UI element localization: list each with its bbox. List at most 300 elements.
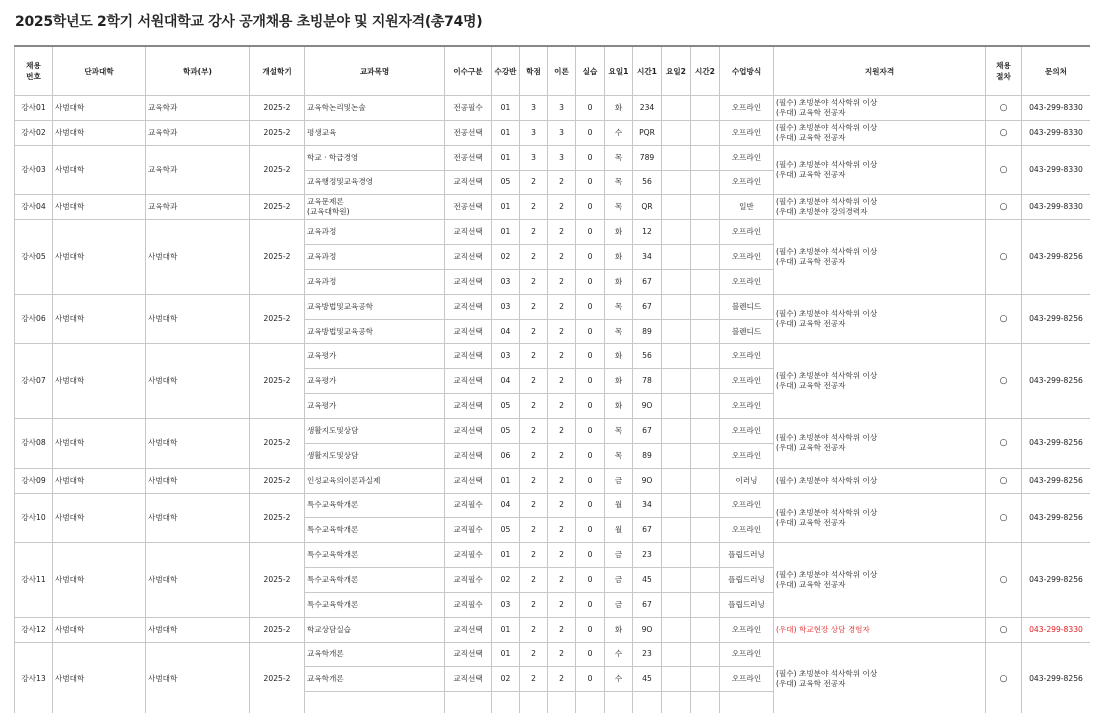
credit-cell: 2 bbox=[520, 170, 548, 195]
process-cell: ○ bbox=[986, 493, 1022, 543]
class-cell: 02 bbox=[492, 245, 520, 270]
theory-cell: 2 bbox=[548, 245, 576, 270]
process-cell: ○ bbox=[986, 195, 1022, 220]
theory-cell: 2 bbox=[548, 468, 576, 493]
credit-cell: 2 bbox=[520, 592, 548, 617]
term-cell: 2025-2 bbox=[250, 617, 305, 642]
table-row bbox=[15, 344, 1091, 369]
term-cell: 2025-2 bbox=[250, 96, 305, 121]
time2-cell bbox=[691, 120, 720, 145]
type-cell: 전공선택 bbox=[445, 195, 492, 220]
recruit-id-cell: 강사12 bbox=[15, 617, 53, 642]
qualification-cell: (필수) 초빙분야 석사학위 이상 (우대) 교육학 전공자 bbox=[774, 220, 986, 295]
theory-cell: 2 bbox=[548, 642, 576, 667]
type-cell: 교직선택 bbox=[445, 667, 492, 692]
course-cell: 교육학논리및논술 bbox=[305, 96, 445, 121]
day2-cell bbox=[662, 294, 691, 319]
college-cell: 사범대학 bbox=[53, 120, 146, 145]
process-cell: ○ bbox=[986, 294, 1022, 344]
method-cell: 오프라인 bbox=[720, 369, 774, 394]
qualification-cell: (필수) 초빙분야 석사학위 이상 (우대) 교육학 전공자 bbox=[774, 96, 986, 121]
time2-cell bbox=[691, 667, 720, 692]
class-cell: 01 bbox=[492, 145, 520, 170]
credit-cell: 2 bbox=[520, 245, 548, 270]
day2-cell bbox=[662, 543, 691, 568]
dept-cell: 사범대학 bbox=[146, 418, 250, 468]
theory-cell bbox=[548, 692, 576, 713]
term-cell: 2025-2 bbox=[250, 468, 305, 493]
term-cell: 2025-2 bbox=[250, 642, 305, 713]
contact-cell: 043-299-8256 bbox=[1022, 543, 1091, 618]
column-header-time2: 시간2 bbox=[691, 46, 720, 96]
practice-cell: 0 bbox=[576, 195, 605, 220]
time2-cell bbox=[691, 418, 720, 443]
process-cell: ○ bbox=[986, 543, 1022, 618]
credit-cell bbox=[520, 692, 548, 713]
type-cell bbox=[445, 692, 492, 713]
practice-cell: 0 bbox=[576, 617, 605, 642]
course-cell: 교육과정 bbox=[305, 220, 445, 245]
time2-cell bbox=[691, 294, 720, 319]
time2-cell bbox=[691, 468, 720, 493]
dept-cell: 교육학과 bbox=[146, 145, 250, 195]
time1-cell: PQR bbox=[633, 120, 662, 145]
class-cell bbox=[492, 692, 520, 713]
day2-cell bbox=[662, 418, 691, 443]
type-cell: 전공선택 bbox=[445, 120, 492, 145]
practice-cell: 0 bbox=[576, 543, 605, 568]
course-cell: 특수교육학개론 bbox=[305, 518, 445, 543]
time1-cell: 789 bbox=[633, 145, 662, 170]
practice-cell: 0 bbox=[576, 245, 605, 270]
class-cell: 01 bbox=[492, 468, 520, 493]
time1-cell: 34 bbox=[633, 493, 662, 518]
theory-cell: 2 bbox=[548, 617, 576, 642]
method-cell: 오프라인 bbox=[720, 443, 774, 468]
practice-cell: 0 bbox=[576, 667, 605, 692]
course-cell: 학교상담실습 bbox=[305, 617, 445, 642]
practice-cell: 0 bbox=[576, 269, 605, 294]
class-cell: 01 bbox=[492, 642, 520, 667]
practice-cell: 0 bbox=[576, 369, 605, 394]
term-cell: 2025-2 bbox=[250, 195, 305, 220]
qualification-cell: (필수) 초빙분야 석사학위 이상 (우대) 교육학 전공자 bbox=[774, 294, 986, 344]
course-cell: 교육평가 bbox=[305, 394, 445, 419]
credit-cell: 2 bbox=[520, 468, 548, 493]
time1-cell: 9O bbox=[633, 468, 662, 493]
credit-cell: 2 bbox=[520, 667, 548, 692]
method-cell: 오프라인 bbox=[720, 120, 774, 145]
practice-cell: 0 bbox=[576, 642, 605, 667]
column-header-process: 채용 절차 bbox=[986, 46, 1022, 96]
day2-cell bbox=[662, 667, 691, 692]
course-cell: 교육과정 bbox=[305, 245, 445, 270]
theory-cell: 2 bbox=[548, 443, 576, 468]
time1-cell: 78 bbox=[633, 369, 662, 394]
term-cell: 2025-2 bbox=[250, 543, 305, 618]
contact-cell: 043-299-8330 bbox=[1022, 96, 1091, 121]
day1-cell: 월 bbox=[605, 493, 633, 518]
method-cell: 오프라인 bbox=[720, 418, 774, 443]
theory-cell: 3 bbox=[548, 145, 576, 170]
process-cell: ○ bbox=[986, 220, 1022, 295]
column-header-credit: 학점 bbox=[520, 46, 548, 96]
time2-cell bbox=[691, 319, 720, 344]
dept-cell: 교육학과 bbox=[146, 120, 250, 145]
credit-cell: 2 bbox=[520, 394, 548, 419]
practice-cell: 0 bbox=[576, 568, 605, 593]
time2-cell bbox=[691, 394, 720, 419]
method-cell: 이러닝 bbox=[720, 468, 774, 493]
column-header-contact: 문의처 bbox=[1022, 46, 1091, 96]
theory-cell: 3 bbox=[548, 96, 576, 121]
day1-cell: 화 bbox=[605, 617, 633, 642]
class-cell: 03 bbox=[492, 294, 520, 319]
table-row bbox=[15, 543, 1091, 568]
college-cell: 사범대학 bbox=[53, 195, 146, 220]
table-row bbox=[15, 294, 1091, 319]
credit-cell: 2 bbox=[520, 418, 548, 443]
type-cell: 교직선택 bbox=[445, 245, 492, 270]
day2-cell bbox=[662, 344, 691, 369]
day2-cell bbox=[662, 96, 691, 121]
theory-cell: 2 bbox=[548, 220, 576, 245]
table-row bbox=[15, 418, 1091, 443]
method-cell: 오프라인 bbox=[720, 170, 774, 195]
college-cell: 사범대학 bbox=[53, 418, 146, 468]
day2-cell bbox=[662, 319, 691, 344]
type-cell: 교직필수 bbox=[445, 568, 492, 593]
day1-cell: 수 bbox=[605, 642, 633, 667]
theory-cell: 2 bbox=[548, 667, 576, 692]
qualification-cell: (필수) 초빙분야 석사학위 이상 bbox=[774, 468, 986, 493]
class-cell: 01 bbox=[492, 120, 520, 145]
column-header-qual: 지원자격 bbox=[774, 46, 986, 96]
day1-cell: 목 bbox=[605, 319, 633, 344]
class-cell: 05 bbox=[492, 518, 520, 543]
class-cell: 05 bbox=[492, 394, 520, 419]
day2-cell bbox=[662, 120, 691, 145]
credit-cell: 2 bbox=[520, 568, 548, 593]
table-row bbox=[15, 642, 1091, 667]
class-cell: 03 bbox=[492, 269, 520, 294]
time1-cell: 56 bbox=[633, 344, 662, 369]
class-cell: 01 bbox=[492, 543, 520, 568]
practice-cell: 0 bbox=[576, 294, 605, 319]
table-row bbox=[15, 617, 1091, 642]
column-header-term: 개설학기 bbox=[250, 46, 305, 96]
type-cell: 교직필수 bbox=[445, 493, 492, 518]
recruit-id-cell: 강사03 bbox=[15, 145, 53, 195]
recruit-id-cell: 강사04 bbox=[15, 195, 53, 220]
contact-cell: 043-299-8330 bbox=[1022, 120, 1091, 145]
method-cell: 오프라인 bbox=[720, 344, 774, 369]
theory-cell: 2 bbox=[548, 195, 576, 220]
practice-cell: 0 bbox=[576, 120, 605, 145]
college-cell: 사범대학 bbox=[53, 617, 146, 642]
college-cell: 사범대학 bbox=[53, 543, 146, 618]
day1-cell: 월 bbox=[605, 518, 633, 543]
type-cell: 교직선택 bbox=[445, 443, 492, 468]
theory-cell: 2 bbox=[548, 543, 576, 568]
theory-cell: 2 bbox=[548, 493, 576, 518]
recruit-id-cell: 강사08 bbox=[15, 418, 53, 468]
time2-cell bbox=[691, 543, 720, 568]
time2-cell bbox=[691, 96, 720, 121]
term-cell: 2025-2 bbox=[250, 493, 305, 543]
course-cell: 교육방법및교육공학 bbox=[305, 294, 445, 319]
day2-cell bbox=[662, 269, 691, 294]
recruit-id-cell: 강사09 bbox=[15, 468, 53, 493]
theory-cell: 2 bbox=[548, 344, 576, 369]
column-header-day1: 요일1 bbox=[605, 46, 633, 96]
method-cell: 오프라인 bbox=[720, 642, 774, 667]
column-header-course: 교과목명 bbox=[305, 46, 445, 96]
recruit-id-cell: 강사01 bbox=[15, 96, 53, 121]
type-cell: 교직선택 bbox=[445, 170, 492, 195]
class-cell: 06 bbox=[492, 443, 520, 468]
contact-cell: 043-299-8256 bbox=[1022, 493, 1091, 543]
type-cell: 교직선택 bbox=[445, 642, 492, 667]
class-cell: 05 bbox=[492, 170, 520, 195]
day2-cell bbox=[662, 369, 691, 394]
dept-cell: 사범대학 bbox=[146, 493, 250, 543]
day1-cell: 화 bbox=[605, 394, 633, 419]
day1-cell: 화 bbox=[605, 344, 633, 369]
column-header-practice: 실습 bbox=[576, 46, 605, 96]
college-cell: 사범대학 bbox=[53, 294, 146, 344]
column-header-method: 수업방식 bbox=[720, 46, 774, 96]
credit-cell: 3 bbox=[520, 120, 548, 145]
day1-cell: 금 bbox=[605, 568, 633, 593]
column-header-time1: 시간1 bbox=[633, 46, 662, 96]
method-cell: 블렌디드 bbox=[720, 294, 774, 319]
time2-cell bbox=[691, 344, 720, 369]
method-cell: 플립드러닝 bbox=[720, 592, 774, 617]
recruit-id-cell: 강사07 bbox=[15, 344, 53, 419]
recruit-id-cell: 강사05 bbox=[15, 220, 53, 295]
class-cell: 03 bbox=[492, 344, 520, 369]
recruit-id-cell: 강사11 bbox=[15, 543, 53, 618]
qualification-cell: (필수) 초빙분야 석사학위 이상 (우대) 교육학 전공자 bbox=[774, 145, 986, 195]
day1-cell: 목 bbox=[605, 418, 633, 443]
day1-cell: 화 bbox=[605, 369, 633, 394]
column-header-theory: 이론 bbox=[548, 46, 576, 96]
qualification-cell: (필수) 초빙분야 석사학위 이상 (우대) 교육학 전공자 bbox=[774, 418, 986, 468]
theory-cell: 2 bbox=[548, 518, 576, 543]
column-header-college: 단과대학 bbox=[53, 46, 146, 96]
recruitment-table-container[interactable] bbox=[14, 45, 1090, 713]
practice-cell: 0 bbox=[576, 170, 605, 195]
class-cell: 02 bbox=[492, 568, 520, 593]
theory-cell: 2 bbox=[548, 394, 576, 419]
class-cell: 03 bbox=[492, 592, 520, 617]
time1-cell: 234 bbox=[633, 96, 662, 121]
recruit-id-cell: 강사10 bbox=[15, 493, 53, 543]
time2-cell bbox=[691, 568, 720, 593]
credit-cell: 2 bbox=[520, 443, 548, 468]
credit-cell: 2 bbox=[520, 369, 548, 394]
dept-cell: 사범대학 bbox=[146, 468, 250, 493]
dept-cell: 사범대학 bbox=[146, 294, 250, 344]
process-cell: ○ bbox=[986, 96, 1022, 121]
method-cell: 오프라인 bbox=[720, 617, 774, 642]
time1-cell: 9O bbox=[633, 394, 662, 419]
qualification-cell: (필수) 초빙분야 석사학위 이상 (우대) 교육학 전공자 bbox=[774, 120, 986, 145]
process-cell: ○ bbox=[986, 642, 1022, 713]
course-cell: 생활지도및상담 bbox=[305, 418, 445, 443]
time1-cell: 56 bbox=[633, 170, 662, 195]
day1-cell: 수 bbox=[605, 667, 633, 692]
method-cell: 블렌디드 bbox=[720, 319, 774, 344]
term-cell: 2025-2 bbox=[250, 294, 305, 344]
class-cell: 04 bbox=[492, 369, 520, 394]
theory-cell: 2 bbox=[548, 592, 576, 617]
type-cell: 교직선택 bbox=[445, 344, 492, 369]
contact-cell: 043-299-8256 bbox=[1022, 344, 1091, 419]
day2-cell bbox=[662, 220, 691, 245]
class-cell: 01 bbox=[492, 617, 520, 642]
time2-cell bbox=[691, 220, 720, 245]
time1-cell: 23 bbox=[633, 642, 662, 667]
process-cell: ○ bbox=[986, 145, 1022, 195]
qualification-cell: (필수) 초빙분야 석사학위 이상 (우대) 교육학 전공자 bbox=[774, 543, 986, 618]
day2-cell bbox=[662, 170, 691, 195]
day1-cell: 금 bbox=[605, 592, 633, 617]
table-header-row bbox=[15, 46, 1091, 96]
method-cell: 오프라인 bbox=[720, 493, 774, 518]
table-row bbox=[15, 220, 1091, 245]
credit-cell: 3 bbox=[520, 96, 548, 121]
college-cell: 사범대학 bbox=[53, 96, 146, 121]
time2-cell bbox=[691, 369, 720, 394]
day2-cell bbox=[662, 592, 691, 617]
class-cell: 04 bbox=[492, 319, 520, 344]
time1-cell bbox=[633, 692, 662, 713]
day1-cell: 화 bbox=[605, 220, 633, 245]
day2-cell bbox=[662, 245, 691, 270]
table-row bbox=[15, 468, 1091, 493]
time1-cell: 67 bbox=[633, 592, 662, 617]
theory-cell: 2 bbox=[548, 294, 576, 319]
theory-cell: 2 bbox=[548, 568, 576, 593]
course-cell bbox=[305, 692, 445, 713]
time2-cell bbox=[691, 692, 720, 713]
method-cell: 오프라인 bbox=[720, 667, 774, 692]
time1-cell: 67 bbox=[633, 269, 662, 294]
term-cell: 2025-2 bbox=[250, 145, 305, 195]
practice-cell: 0 bbox=[576, 518, 605, 543]
day1-cell: 목 bbox=[605, 170, 633, 195]
time1-cell: 45 bbox=[633, 667, 662, 692]
type-cell: 교직선택 bbox=[445, 319, 492, 344]
day2-cell bbox=[662, 195, 691, 220]
column-header-type: 이수구분 bbox=[445, 46, 492, 96]
type-cell: 교직선택 bbox=[445, 468, 492, 493]
table-body bbox=[15, 96, 1091, 713]
class-cell: 05 bbox=[492, 418, 520, 443]
time1-cell: 89 bbox=[633, 443, 662, 468]
method-cell: 오프라인 bbox=[720, 96, 774, 121]
column-header-id: 채용 번호 bbox=[15, 46, 53, 96]
dept-cell: 사범대학 bbox=[146, 617, 250, 642]
method-cell bbox=[720, 692, 774, 713]
practice-cell: 0 bbox=[576, 145, 605, 170]
credit-cell: 2 bbox=[520, 319, 548, 344]
course-cell: 교육방법및교육공학 bbox=[305, 319, 445, 344]
course-cell: 특수교육학개론 bbox=[305, 543, 445, 568]
course-cell: 특수교육학개론 bbox=[305, 568, 445, 593]
dept-cell: 교육학과 bbox=[146, 96, 250, 121]
course-cell: 교육학개론 bbox=[305, 667, 445, 692]
term-cell: 2025-2 bbox=[250, 418, 305, 468]
theory-cell: 2 bbox=[548, 319, 576, 344]
day1-cell: 목 bbox=[605, 443, 633, 468]
process-cell: ○ bbox=[986, 418, 1022, 468]
day1-cell bbox=[605, 692, 633, 713]
time1-cell: QR bbox=[633, 195, 662, 220]
practice-cell: 0 bbox=[576, 394, 605, 419]
table-row bbox=[15, 145, 1091, 170]
time1-cell: 9O bbox=[633, 617, 662, 642]
contact-cell: 043-299-8330 bbox=[1022, 145, 1091, 195]
type-cell: 교직선택 bbox=[445, 220, 492, 245]
qualification-cell: (필수) 초빙분야 석사학위 이상 (우대) 교육학 전공자 bbox=[774, 493, 986, 543]
practice-cell: 0 bbox=[576, 319, 605, 344]
page-title: 2025학년도 2학기 서원대학교 강사 공개채용 초빙분야 및 지원자격(총74명) bbox=[15, 14, 483, 30]
day2-cell bbox=[662, 493, 691, 518]
course-cell: 학교 · 학급경영 bbox=[305, 145, 445, 170]
practice-cell: 0 bbox=[576, 220, 605, 245]
theory-cell: 2 bbox=[548, 269, 576, 294]
course-cell: 교육과정 bbox=[305, 269, 445, 294]
table-row bbox=[15, 96, 1091, 121]
method-cell: 오프라인 bbox=[720, 220, 774, 245]
column-header-class: 수강반 bbox=[492, 46, 520, 96]
time2-cell bbox=[691, 269, 720, 294]
term-cell: 2025-2 bbox=[250, 220, 305, 295]
process-cell: ○ bbox=[986, 120, 1022, 145]
theory-cell: 2 bbox=[548, 170, 576, 195]
course-cell: 생활지도및상담 bbox=[305, 443, 445, 468]
course-cell: 교육평가 bbox=[305, 344, 445, 369]
type-cell: 교직선택 bbox=[445, 369, 492, 394]
type-cell: 교직선택 bbox=[445, 418, 492, 443]
credit-cell: 2 bbox=[520, 344, 548, 369]
day2-cell bbox=[662, 443, 691, 468]
qualification-cell: (우대) 학교현장 상담 경험자 bbox=[774, 617, 986, 642]
credit-cell: 3 bbox=[520, 145, 548, 170]
process-cell: ○ bbox=[986, 617, 1022, 642]
day1-cell: 목 bbox=[605, 294, 633, 319]
dept-cell: 사범대학 bbox=[146, 220, 250, 295]
practice-cell: 0 bbox=[576, 418, 605, 443]
day2-cell bbox=[662, 642, 691, 667]
credit-cell: 2 bbox=[520, 617, 548, 642]
credit-cell: 2 bbox=[520, 269, 548, 294]
day1-cell: 목 bbox=[605, 195, 633, 220]
class-cell: 01 bbox=[492, 220, 520, 245]
practice-cell: 0 bbox=[576, 592, 605, 617]
column-header-day2: 요일2 bbox=[662, 46, 691, 96]
recruitment-table bbox=[14, 45, 1090, 713]
type-cell: 교직선택 bbox=[445, 294, 492, 319]
course-cell: 교육학개론 bbox=[305, 642, 445, 667]
day2-cell bbox=[662, 568, 691, 593]
method-cell: 오프라인 bbox=[720, 245, 774, 270]
day2-cell bbox=[662, 617, 691, 642]
class-cell: 01 bbox=[492, 195, 520, 220]
